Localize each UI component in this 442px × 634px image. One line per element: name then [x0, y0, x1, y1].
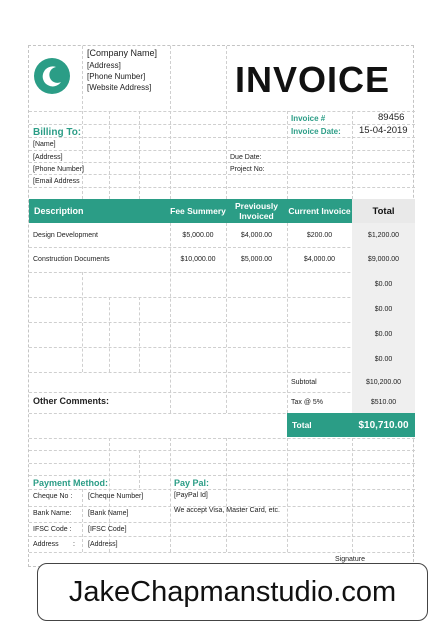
grid-line: [29, 463, 415, 464]
row-total: $0.00: [374, 306, 393, 313]
cheque-label: Cheque No :: [33, 493, 73, 500]
grid-line: [139, 111, 140, 199]
header-description: Description: [34, 206, 84, 216]
grid-line: [287, 438, 288, 552]
row-total: $0.00: [374, 356, 393, 363]
grid-line: [109, 111, 110, 199]
ifsc-label: IFSC Code :: [33, 526, 72, 533]
grid-line: [29, 137, 415, 138]
signature-label: Signature: [335, 556, 365, 563]
grid-line: [139, 450, 140, 488]
row-fee: $10,000.00: [180, 256, 216, 263]
invoice-number-label: Invoice #: [291, 114, 326, 123]
grid-line: [29, 522, 415, 523]
row-total: $0.00: [374, 281, 393, 288]
other-comments-label: Other Comments:: [33, 396, 110, 406]
watermark-banner: JakeChapmanstudio.com: [37, 563, 428, 621]
bank-value: [Bank Name]: [88, 510, 129, 517]
row-total: $0.00: [374, 331, 393, 338]
crescent-icon: [34, 58, 70, 94]
grid-line: [287, 111, 288, 199]
grid-line: [29, 475, 415, 476]
grid-line: [139, 297, 140, 372]
grid-line: [352, 438, 353, 552]
billing-email: [Email Address: [33, 178, 80, 185]
header-current: Current Invoice: [288, 206, 351, 216]
row-description: Design Development: [33, 231, 98, 239]
grid-line: [29, 162, 415, 163]
grid-line: [170, 46, 171, 199]
invoice-date: 15-04-2019: [359, 125, 408, 136]
company-address: [Address]: [87, 61, 121, 70]
grid-line: [29, 150, 415, 151]
paypal-id: [PayPal Id]: [174, 492, 208, 499]
grid-line: [29, 174, 415, 175]
grid-line: [82, 272, 83, 372]
invoice-number: 89456: [378, 112, 405, 123]
grand-total-label: Total: [287, 413, 352, 437]
grid-line: [82, 46, 83, 199]
row-total: $1,200.00: [367, 231, 400, 239]
address-colon: :: [73, 541, 75, 548]
invoice-date-label: Invoice Date:: [291, 127, 341, 136]
tax-label: Tax @ 5%: [291, 399, 324, 406]
page-title: INVOICE: [235, 59, 391, 100]
payment-method-heading: Payment Method:: [33, 478, 109, 488]
grid-line: [170, 438, 171, 552]
grid-line: [29, 552, 415, 553]
grid-line: [29, 489, 415, 490]
grid-line: [82, 489, 83, 552]
grid-line: [352, 111, 353, 199]
billing-address: [Address]: [33, 154, 63, 161]
grid-line: [226, 438, 227, 552]
grand-total-value: $10,710.00: [352, 413, 415, 437]
row-current: $4,000.00: [303, 256, 336, 263]
header-total: Total: [352, 199, 415, 223]
billing-heading: Billing To:: [33, 127, 82, 138]
company-phone: [Phone Number]: [87, 72, 146, 81]
company-website: [Website Address]: [87, 83, 152, 92]
company-name: [Company Name]: [87, 48, 158, 58]
grid-line: [29, 187, 415, 188]
grid-line: [29, 450, 415, 451]
cheque-value: [Cheque Number]: [88, 493, 144, 500]
row-fee: $5,000.00: [182, 231, 214, 239]
grid-line: [109, 297, 110, 372]
header-fee: Fee Summery: [170, 206, 226, 216]
paypal-note: We accept Visa, Master Card, etc.: [174, 507, 280, 514]
row-previous: $4,000.00: [240, 231, 273, 239]
billing-phone: [Phone Number]: [33, 166, 84, 173]
row-total: $9,000.00: [367, 256, 400, 263]
row-previous: $5,000.00: [240, 256, 273, 263]
header-previous: Previously Invoiced: [235, 201, 278, 221]
grid-line: [29, 124, 415, 125]
row-description: Construction Documents: [33, 256, 110, 263]
address-value: [Address]: [88, 541, 118, 548]
row-current: $200.00: [306, 231, 333, 239]
address-label: Address: [33, 541, 59, 548]
due-date-label: Due Date:: [230, 154, 262, 161]
grid-line: [29, 536, 415, 537]
paypal-heading: Pay Pal:: [174, 478, 210, 488]
grid-line: [226, 46, 227, 199]
bank-label: Bank Name:: [33, 510, 72, 517]
tax-value: $510.00: [370, 399, 397, 406]
project-number-label: Project No:: [230, 166, 265, 173]
billing-name: [Name]: [33, 141, 56, 148]
company-logo: [34, 58, 70, 94]
ifsc-value: [IFSC Code]: [88, 526, 127, 533]
invoice-sheet: [28, 45, 414, 567]
grid-line: [29, 438, 415, 439]
subtotal-label: Subtotal: [291, 378, 317, 386]
grid-line: [29, 111, 415, 112]
subtotal-value: $10,200.00: [365, 378, 402, 386]
